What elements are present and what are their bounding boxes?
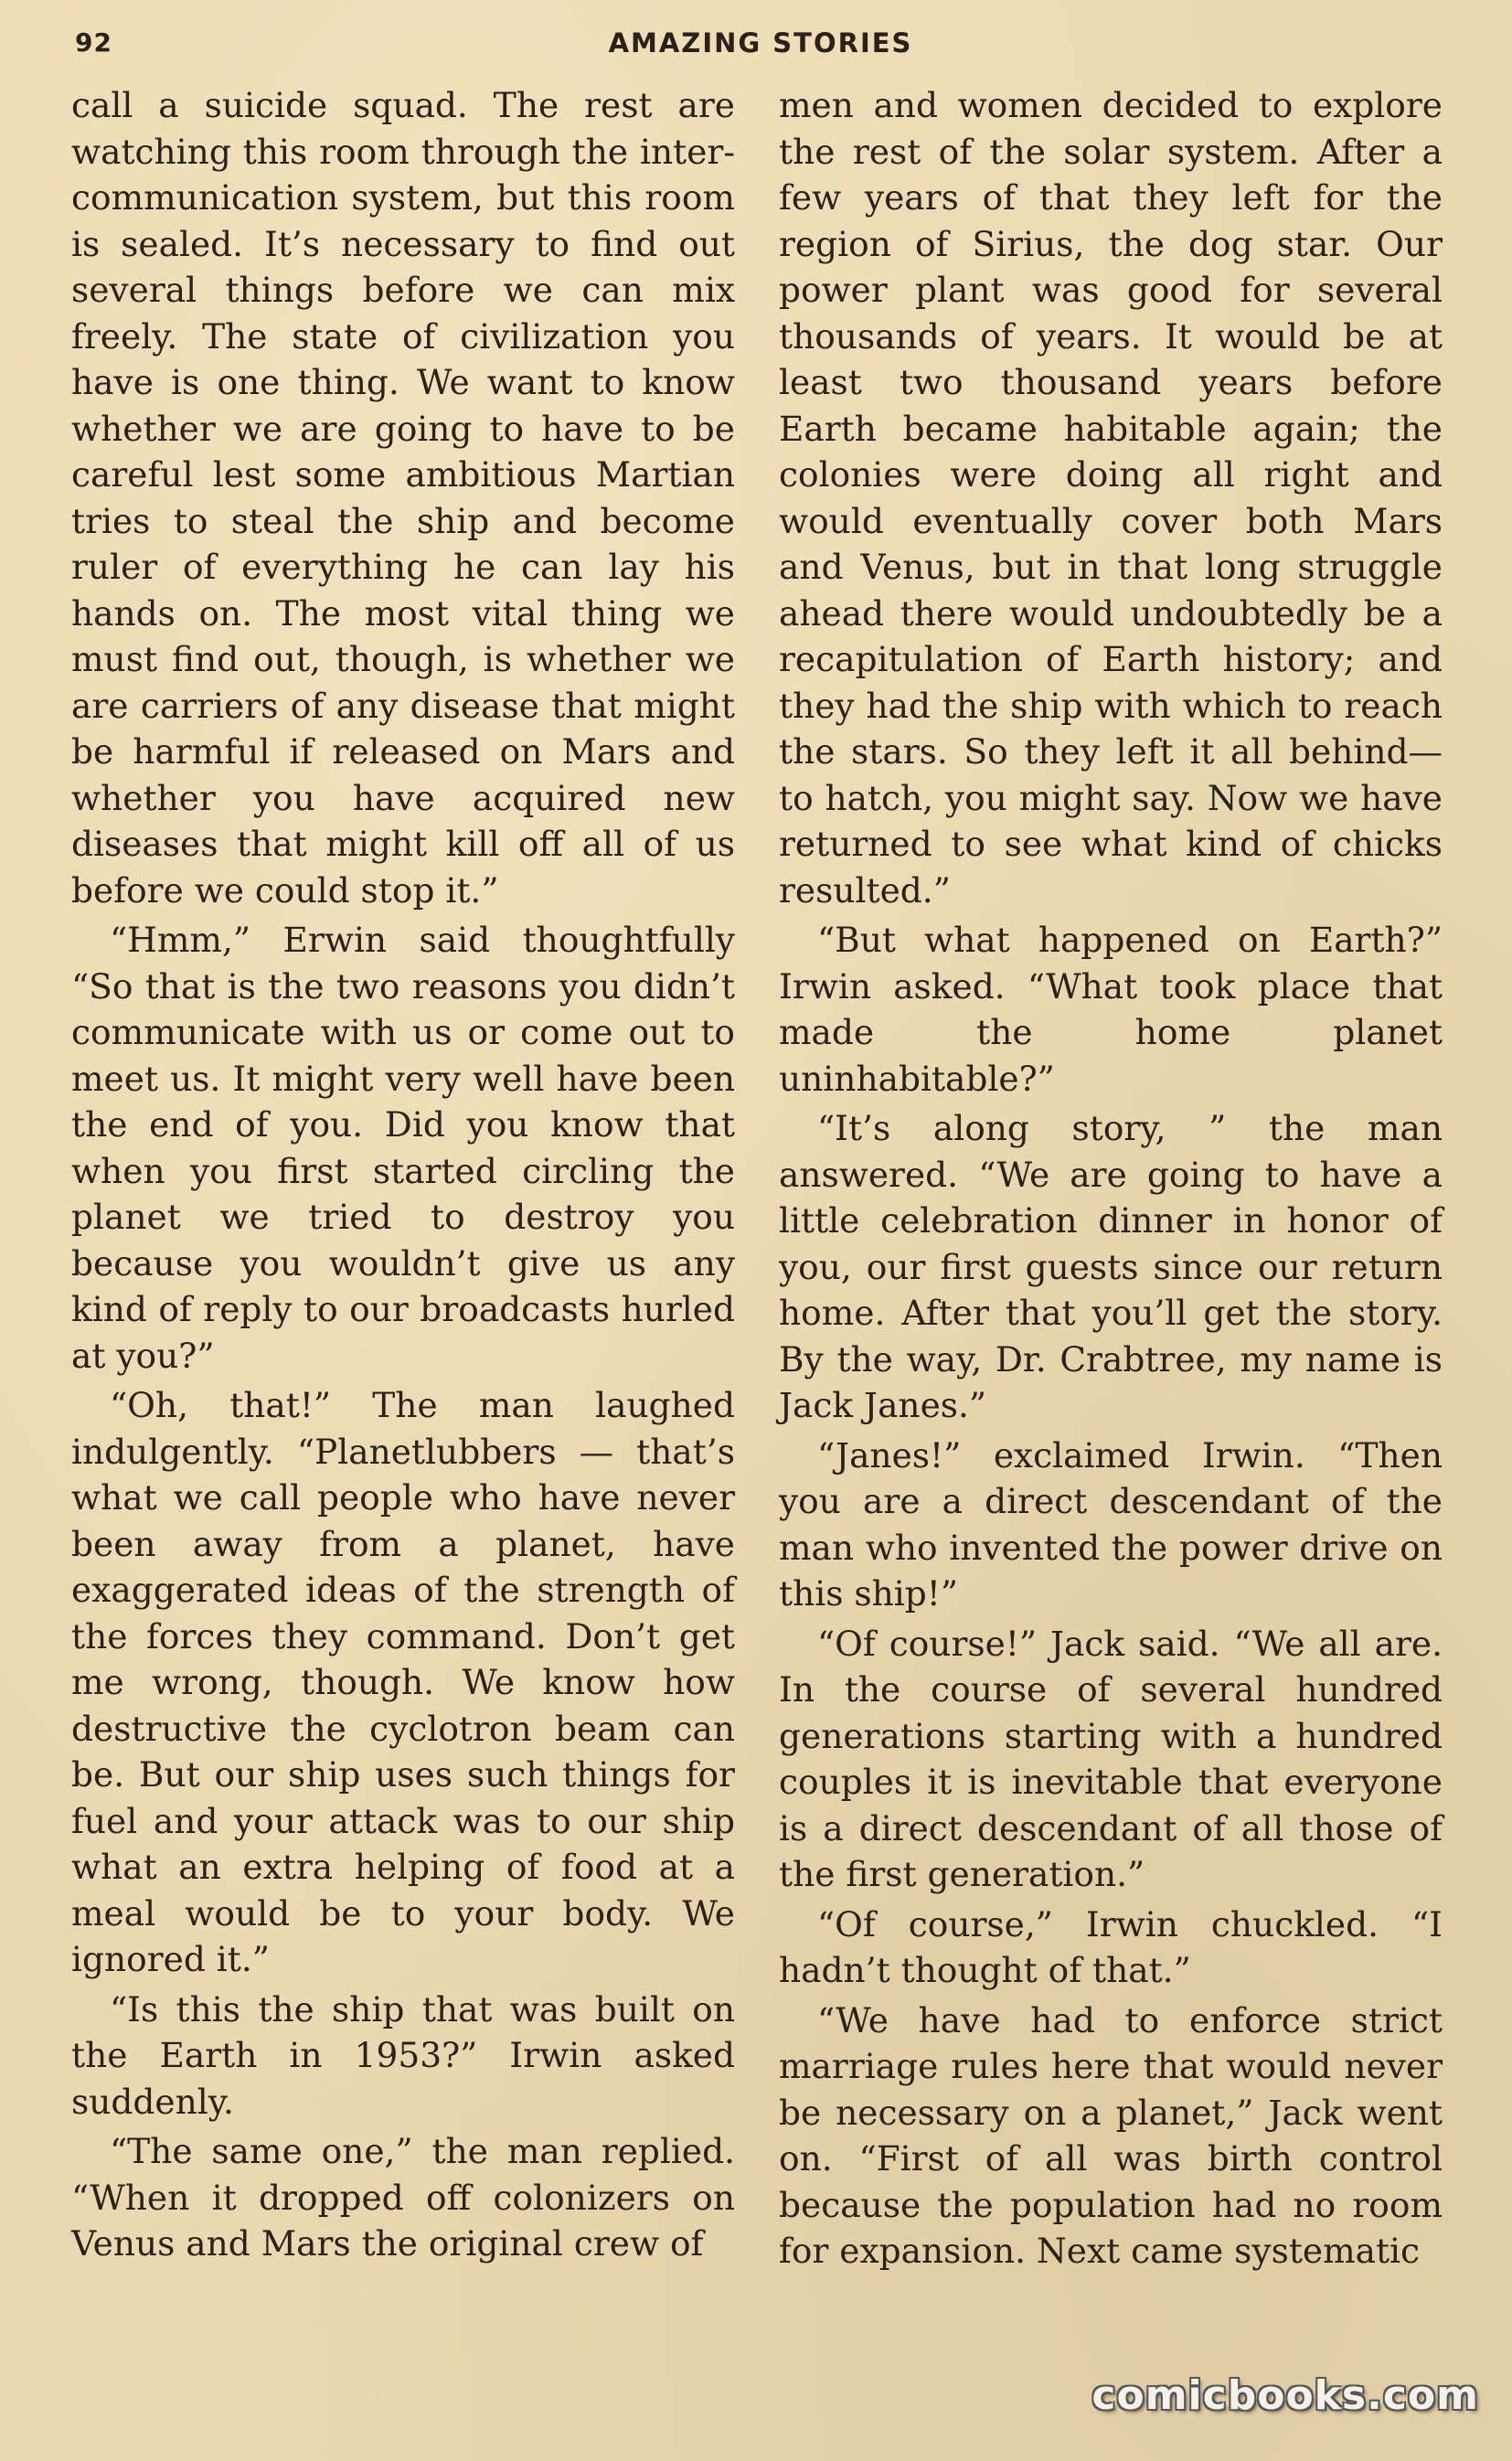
paragraph: “Hmm,” Erwin said thoughtfully “So that is the two reasons you didn’t communicate with us or come out to meet us. It might very well have been the end of you. Did you know that when you first started circling the planet we tried to destroy you because you wouldn’t give us any kind of reply to our broadcasts hurled at you?”: [71, 920, 735, 1376]
paragraph: “We have had to enforce strict marriage rules here that would never be necessary on a planet,” Jack went on. “First of all was birth control because the population had no room for expansion. Next came systematic: [779, 1999, 1443, 2271]
paragraph: “Janes!” exclaimed Irwin. “Then you are a direct descendant of the man who invented the power drive on this ship!”: [779, 1434, 1443, 1614]
left-column: [71, 82, 735, 2271]
paragraph: “The same one,” the man replied. “When it dropped off colonizers on Venus and Mars the original crew of: [71, 2131, 735, 2264]
paragraph: “Is this the ship that was built on the Earth in 1953?” Irwin asked suddenly.: [71, 1988, 735, 2122]
site-watermark: comicbooks.com: [1091, 2372, 1479, 2419]
running-head: AMAZING STORIES: [608, 27, 913, 59]
paragraph: “But what happened on Earth?” Irwin asked. “What took place that made the home planet uninhabitable?”: [779, 920, 1443, 1099]
page-header: [75, 27, 1446, 64]
paragraph: call a suicide squad. The rest are watching this room through the inter-communication system, but this room is sealed. It’s necessary to find out several things before we can mix freely. The state of civilization you have is one thing. We want to know whether we are going to have to be careful lest some ambitious Martian tries to steal the ship and become ruler of everything he can lay his hands on. The most vital thing we must find out, though, is whether we are carriers of any disease that might be harmful if released on Mars and whether you have acquired new diseases that might kill off all of us before we could stop it.”: [71, 85, 735, 911]
paragraph: “Oh, that!” The man laughed indulgently. “Planetlubbers — that’s what we call people who have never been away from a planet, have exaggerated ideas of the strength of the forces they command. Don’t get me wrong, though. We know how destructive the cyclotron beam can be. But our ship uses such things for fuel and your attack was to our ship what an extra helping of food at a meal would be to your body. We ignored it.”: [71, 1385, 735, 1979]
paragraph: “Of course!” Jack said. “We all are. In the course of several hundred generations starting with a hundred couples it is inevitable that everyone is a direct descendant of all those of the first generation.”: [779, 1623, 1443, 1894]
paragraph: “Of course,” Irwin chuckled. “I hadn’t thought of that.”: [779, 1903, 1443, 1990]
paragraph: men and women decided to explore the rest of the solar system. After a few years of that they left for the region of Sirius, the dog star. Our power plant was good for several thousands of years. It would be at least two thousand years before Earth became habitable again; the colonies were doing all right and would eventually cover both Mars and Venus, but in that long struggle ahead there would undoubtedly be a recapitulation of Earth history; and they had the ship with which to reach the stars. So they left it all behind— to hatch, you might say. Now we have returned to see what kind of chicks resulted.”: [779, 85, 1443, 911]
page-number: 92: [75, 27, 112, 58]
right-column: [779, 82, 1443, 2278]
paragraph: “It’s along story, ” the man answered. “We are going to have a little celebration dinner in honor of you, our first guests since our return home. After that you’ll get the story. By the way, Dr. Crabtree, my name is Jack Janes.”: [779, 1108, 1443, 1425]
